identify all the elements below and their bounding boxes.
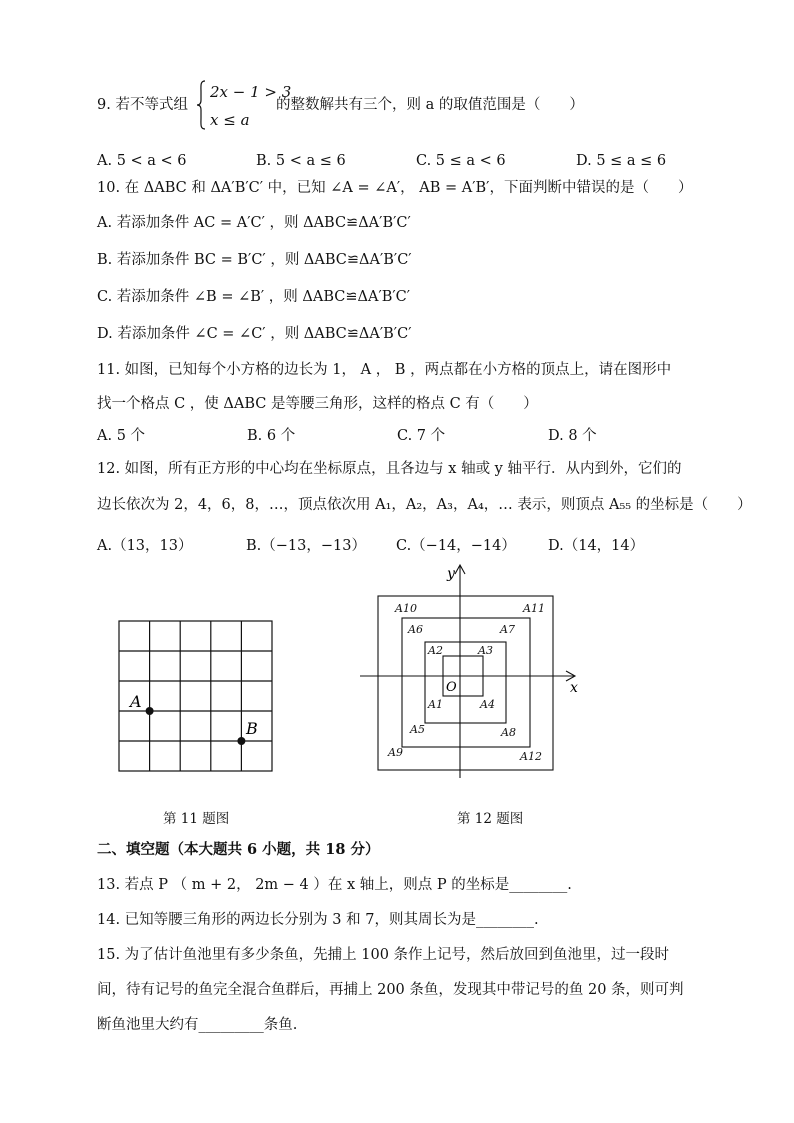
q12-line2: 边长依次为 2，4，6，8，…，顶点依次用 A₁，A₂，A₃，A₄，… 表示，则顶点 A₅₅ 的坐标是（ ）: [97, 497, 752, 513]
vertex-label-a10: A10: [395, 602, 417, 615]
q10-option-c: C. 若添加条件 ∠B = ∠B′ ，则 ΔABC≌ΔA′B′C′: [97, 289, 411, 305]
q15-line3: 断鱼池里大约有_________条鱼.: [97, 1017, 298, 1033]
figure-12-caption: 第 12 题图: [457, 811, 524, 827]
q12-option-c: C.（−14，−14）: [396, 538, 516, 554]
vertex-label-a6: A6: [408, 623, 423, 636]
vertex-label-a11: A11: [523, 602, 545, 615]
y-axis-label: y: [447, 566, 455, 582]
q14-text: 14. 已知等腰三角形的两边长分别为 3 和 7，则其周长为是________.: [97, 912, 539, 928]
figure-11-grid: [110, 612, 280, 777]
section-2-heading: 二、填空题（本大题共 6 小题，共 18 分）: [97, 841, 380, 858]
vertex-label-a12: A12: [520, 750, 542, 763]
q10-stem: 10. 在 ΔABC 和 ΔA′B′C′ 中，已知 ∠A = ∠A′， AB = A′B′，下面判断中错误的是（ ）: [97, 180, 693, 196]
q9-suffix: 的整数解共有三个，则 a 的取值范围是（ ）: [276, 97, 584, 113]
origin-label: O: [446, 680, 457, 695]
q11-option-c: C. 7 个: [397, 428, 446, 444]
q9-system-line2: x ≤ a: [210, 111, 250, 129]
point-b-label: B: [246, 719, 258, 738]
q11-option-a: A. 5 个: [97, 428, 146, 444]
q10-option-d: D. 若添加条件 ∠C = ∠C′ ，则 ΔABC≌ΔA′B′C′: [97, 326, 412, 342]
vertex-label-a9: A9: [388, 746, 403, 759]
q10-option-a: A. 若添加条件 AC = A′C′ ，则 ΔABC≌ΔA′B′C′: [97, 215, 411, 231]
vertex-label-a7: A7: [500, 623, 515, 636]
brace-icon: [196, 80, 206, 130]
q9-prefix: 9. 若不等式组: [97, 97, 188, 113]
vertex-label-a5: A5: [410, 723, 425, 736]
point-b: [237, 737, 245, 745]
figure-12-squares: [360, 560, 590, 780]
q12-option-a: A.（13，13）: [97, 538, 193, 554]
q12-option-b: B.（−13，−13）: [246, 538, 366, 554]
grid-lines: [119, 621, 272, 771]
q13-text: 13. 若点 P （ m + 2， 2m − 4 ）在 x 轴上，则点 P 的坐标是________.: [97, 877, 572, 893]
figure-11-caption: 第 11 题图: [163, 811, 230, 827]
q9-system-line1: 2x − 1 > 3: [210, 83, 292, 101]
vertex-label-a3: A3: [478, 644, 493, 657]
point-a-label: A: [130, 692, 142, 711]
q11-line2: 找一个格点 C ，使 ΔABC 是等腰三角形，这样的格点 C 有（ ）: [97, 396, 538, 412]
vertex-label-a1: A1: [428, 698, 443, 711]
q15-line1: 15. 为了估计鱼池里有多少条鱼，先捕上 100 条作上记号，然后放回到鱼池里，过一段时: [97, 947, 670, 963]
vertex-label-a8: A8: [501, 726, 516, 739]
q11-option-d: D. 8 个: [548, 428, 597, 444]
vertex-label-a4: A4: [480, 698, 495, 711]
q9-option-d: D. 5 ≤ a ≤ 6: [576, 153, 667, 169]
q12-line1: 12. 如图，所有正方形的中心均在坐标原点，且各边与 x 轴或 y 轴平行．从内到外，它们的: [97, 461, 682, 477]
q11-option-b: B. 6 个: [247, 428, 296, 444]
q10-option-b: B. 若添加条件 BC = B′C′ ，则 ΔABC≌ΔA′B′C′: [97, 252, 412, 268]
q11-line1: 11. 如图，已知每个小方格的边长为 1， A ， B ，两点都在小方格的顶点上，请在图形中: [97, 362, 672, 378]
square-4: [378, 596, 553, 770]
q9-option-a: A. 5 < a < 6: [97, 153, 187, 169]
q9-option-b: B. 5 < a ≤ 6: [256, 153, 346, 169]
point-a: [146, 707, 154, 715]
vertex-label-a2: A2: [428, 644, 443, 657]
q12-option-d: D.（14，14）: [548, 538, 645, 554]
x-axis-label: x: [570, 680, 578, 696]
q9-option-c: C. 5 ≤ a < 6: [416, 153, 506, 169]
q15-line2: 间，待有记号的鱼完全混合鱼群后，再捕上 200 条鱼，发现其中带记号的鱼 20 条，则可判: [97, 982, 684, 998]
